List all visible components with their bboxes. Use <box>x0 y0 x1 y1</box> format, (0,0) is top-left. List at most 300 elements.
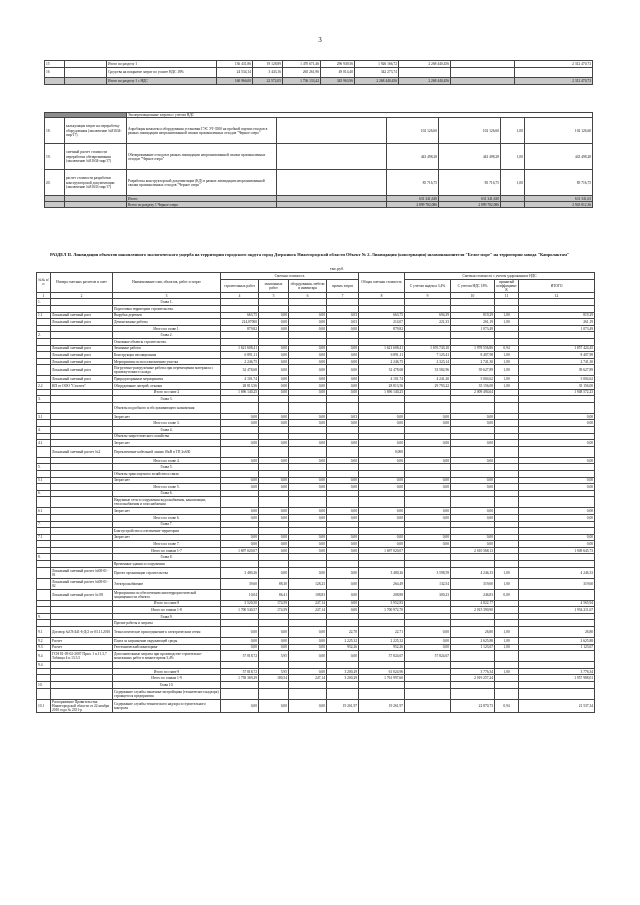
table-cell <box>51 561 113 568</box>
table-cell: 0,00 <box>259 365 289 376</box>
table-cell <box>51 607 113 614</box>
table-cell: 2 943 812,36 <box>525 202 593 208</box>
table-cell <box>405 600 451 607</box>
table-cell <box>51 534 113 541</box>
table-row <box>45 78 593 85</box>
table-cell: 1,00 <box>495 668 519 675</box>
header-construction: строительных работ <box>221 279 259 292</box>
table-cell: 5,95 <box>259 668 289 675</box>
table-cell <box>289 426 327 433</box>
table-cell <box>51 600 113 607</box>
table-cell: 0,00 <box>259 644 289 651</box>
table-cell <box>495 332 519 339</box>
table-cell <box>359 620 405 627</box>
table-cell: Глава 9. <box>113 613 221 620</box>
table-row <box>37 402 595 413</box>
table-cell <box>405 389 451 396</box>
table-cell <box>495 484 519 491</box>
table-cell <box>289 662 327 669</box>
table-cell: 0,00 <box>259 345 289 352</box>
table-cell <box>405 675 451 682</box>
table-cell <box>495 420 519 427</box>
table-cell: 9 <box>405 292 451 299</box>
table-cell: 1,00 <box>495 638 519 645</box>
table-cell <box>359 521 405 528</box>
table-cell: Итого по главе 5. <box>113 484 221 491</box>
table-cell <box>495 554 519 561</box>
table-row <box>37 675 595 682</box>
table-cell: 8. <box>37 554 51 561</box>
table-cell: 9.4 <box>37 662 51 669</box>
table-cell <box>65 68 107 78</box>
table-cell <box>289 497 327 508</box>
table-cell <box>259 662 289 669</box>
table-row <box>37 682 595 689</box>
table-cell <box>51 484 113 491</box>
table-cell: 1 073,49 <box>451 325 495 332</box>
table-cell: 0,00 <box>359 484 405 491</box>
table-cell <box>51 521 113 528</box>
table-row <box>37 528 595 535</box>
table-cell: 26,80 <box>451 627 495 638</box>
table-row <box>45 61 593 68</box>
table-cell: Глава 3. <box>113 396 221 403</box>
table-cell <box>289 554 327 561</box>
table-cell: 1 621 608,41 <box>221 345 259 352</box>
table-cell: Распоряжение Правительства Нижегородской области от 22 ноября 2010 года № 2351-р <box>51 699 113 712</box>
table-row <box>37 306 595 313</box>
table-cell <box>289 396 327 403</box>
table-cell: 0,00 <box>221 644 259 651</box>
table-cell: 0,00 <box>519 508 595 515</box>
table-cell <box>327 682 359 689</box>
table-cell: калькуляция затрат на переработку оборудования (заключение №81634-пир/17) <box>65 118 127 144</box>
table-cell: 19 261,97 <box>327 699 359 712</box>
table-cell <box>495 534 519 541</box>
table-cell: 0,00 <box>259 440 289 447</box>
table-cell: 1,00 <box>495 365 519 376</box>
table-cell <box>221 613 259 620</box>
table-cell <box>495 470 519 477</box>
table-cell <box>495 464 519 471</box>
table-cell: 12 <box>519 292 595 299</box>
header-total: Общая сметная стоимость <box>359 273 405 293</box>
table-cell: Временные здания и сооружения <box>113 561 221 568</box>
table-cell: 0,00 <box>289 413 327 420</box>
table-cell <box>51 306 113 313</box>
table-cell: Глава 1. <box>113 299 221 306</box>
table-cell <box>495 396 519 403</box>
table-cell <box>451 306 495 313</box>
table-cell: Оборудование лагерей, откачки <box>113 383 221 390</box>
table-cell <box>405 561 451 568</box>
table-cell <box>359 402 405 413</box>
table-cell: Объекты транспортного хозяйства и связи <box>113 470 221 477</box>
table-cell <box>495 521 519 528</box>
table-cell: 1 470 671,46 <box>283 61 321 68</box>
table-cell <box>51 332 113 339</box>
table-cell <box>327 339 359 346</box>
table-cell: 2 010 568,13 <box>451 547 495 554</box>
table-cell: 0,00 <box>451 508 495 515</box>
table-cell: Содержание службы технического надзора и строительного контроля <box>113 699 221 712</box>
header-group-adjusted: Сметная стоимость с учетом удорожания и НДС <box>405 273 595 280</box>
table-cell: 0,00 <box>289 644 327 651</box>
table-cell: 1 123,67 <box>519 644 595 651</box>
table-cell: 0,00 <box>327 477 359 484</box>
table-cell <box>289 433 327 440</box>
table-cell: 24 534,14 <box>217 68 253 78</box>
table-row <box>37 312 595 319</box>
table-cell <box>51 389 113 396</box>
table-cell <box>359 561 405 568</box>
table-cell <box>519 662 595 669</box>
table-cell: 0,00 <box>451 413 495 420</box>
table-cell: 0,00 <box>519 420 595 427</box>
table-cell: Итого по разделу 1 с НДС <box>107 78 217 85</box>
table-cell <box>259 490 289 497</box>
table-row <box>37 389 595 396</box>
table-row <box>45 68 593 78</box>
table-cell <box>495 600 519 607</box>
table-cell <box>519 446 595 457</box>
table-cell: 1 758 369,29 <box>221 675 259 682</box>
table-row <box>37 668 595 675</box>
header-index: С учетом индекса 3,4% <box>405 279 451 292</box>
table-cell: 88,30 <box>259 578 289 589</box>
table-cell <box>451 332 495 339</box>
table-row <box>37 547 595 554</box>
table-cell: 0,00 <box>519 477 595 484</box>
table-cell: 1,00 <box>495 319 519 326</box>
table-cell: 1 957 988,01 <box>519 675 595 682</box>
table-cell: 10. <box>37 682 51 689</box>
table-cell: Расчет <box>51 644 113 651</box>
table-cell <box>51 620 113 627</box>
table-cell <box>37 402 51 413</box>
table-cell <box>37 589 51 600</box>
table-cell <box>45 78 65 85</box>
table-cell: Погрузочно-разгрузочные работы при перемещении материала с промежуточного склада <box>113 365 221 376</box>
table-cell <box>359 332 405 339</box>
table-cell: Итого по главе 3. <box>113 420 221 427</box>
table-cell: 102 126,60 <box>387 118 439 144</box>
table-cell <box>51 299 113 306</box>
table-cell: 0,00 <box>327 420 359 427</box>
table-cell <box>405 402 451 413</box>
table-cell: 5 004,62 <box>451 376 495 383</box>
table-cell: 631 341,630 <box>387 196 439 202</box>
table-cell: 0,00 <box>327 578 359 589</box>
table-row <box>37 325 595 332</box>
table-cell: Итого по главе 6. <box>113 514 221 521</box>
table-cell: 15 <box>45 61 65 68</box>
table-row <box>37 413 595 420</box>
table-cell <box>495 426 519 433</box>
table-cell <box>451 446 495 457</box>
table-cell: 0,00 <box>259 319 289 326</box>
table-cell: 0,00 <box>359 514 405 521</box>
table-cell: 5 004,62 <box>519 376 595 383</box>
table-cell <box>259 446 289 457</box>
table-cell: Локальный сметный расч <box>51 365 113 376</box>
table-cell: 247,14 <box>289 607 327 614</box>
table-cell <box>327 332 359 339</box>
table-cell: 0,00 <box>327 514 359 521</box>
table-cell: 3. <box>37 396 51 403</box>
table-cell: Локальный сметный расчет №08-01-02 <box>51 578 113 589</box>
table-cell: 0,00 <box>289 345 327 352</box>
table-cell: 0,00 <box>221 420 259 427</box>
table-cell: 0,00 <box>221 477 259 484</box>
table-cell <box>405 607 451 614</box>
table-cell <box>495 389 519 396</box>
table-cell <box>221 464 259 471</box>
header-other: прочих затрат <box>327 279 359 292</box>
table-cell <box>519 426 595 433</box>
table-cell: 2 625,88 <box>519 638 595 645</box>
table-cell <box>221 426 259 433</box>
table-cell: 3 776,34 <box>451 668 495 675</box>
table-cell: 0,00 <box>289 365 327 376</box>
table-cell: 1 676 743,10 <box>405 345 451 352</box>
table-row <box>37 607 595 614</box>
table-cell: 160 966,00 <box>217 78 253 85</box>
table-cell: Глава 2. <box>113 332 221 339</box>
table-cell: 39 627,89 <box>519 365 595 376</box>
table-cell: 1,00 <box>495 644 519 651</box>
table-cell <box>359 662 405 669</box>
table-cell: 3 200,29 <box>327 675 359 682</box>
table-row <box>37 446 595 457</box>
table-cell <box>519 299 595 306</box>
table-cell: 0,00 <box>289 567 327 578</box>
table-row <box>45 170 593 196</box>
table-cell: 61 024,96 <box>359 668 405 675</box>
table-cell: Затрат нет <box>113 413 221 420</box>
table-cell: 180,54 <box>259 675 289 682</box>
table-cell <box>405 470 451 477</box>
table-cell <box>259 497 289 508</box>
header-vat: С учетом НДС 18% <box>451 279 495 292</box>
table-row <box>37 534 595 541</box>
table-row <box>37 299 595 306</box>
table-cell <box>359 554 405 561</box>
table-cell <box>37 600 51 607</box>
table-cell: 0,00 <box>221 699 259 712</box>
table-cell: 39 627,89 <box>451 365 495 376</box>
table-cell: 85 716,75 <box>439 170 501 196</box>
table-cell <box>51 402 113 413</box>
table-cell <box>37 358 51 365</box>
table-cell: Итого по главе 1. <box>113 325 221 332</box>
table-cell <box>495 514 519 521</box>
table-cell <box>399 68 451 78</box>
table-cell <box>51 464 113 471</box>
table-cell <box>405 682 451 689</box>
table-cell <box>259 528 289 535</box>
table-cell: 0,00 <box>451 477 495 484</box>
table-row <box>37 662 595 669</box>
table-cell: 0,00 <box>327 589 359 600</box>
table-cell <box>289 561 327 568</box>
table-cell: 2.2 <box>37 383 51 390</box>
table-cell <box>519 561 595 568</box>
table-cell <box>277 170 387 196</box>
table-cell <box>519 464 595 471</box>
header-calc: Номера сметных расчетов и смет <box>51 273 113 293</box>
table-cell <box>221 682 259 689</box>
table-cell <box>327 470 359 477</box>
table-cell <box>519 682 595 689</box>
table-cell: 0,00 <box>289 668 327 675</box>
table-cell <box>327 396 359 403</box>
table-cell: 0,00 <box>405 627 451 638</box>
table-cell: 0,00 <box>259 541 289 548</box>
table-cell: 1 696 140,25 <box>221 389 259 396</box>
table-row <box>37 644 595 651</box>
table-cell <box>221 620 259 627</box>
table-cell: 20. <box>45 170 65 196</box>
table-cell: 2 246,75 <box>359 358 405 365</box>
table-cell: 208,88 <box>359 589 405 600</box>
table-cell: 0,03 <box>327 319 359 326</box>
table-cell: 1,00 <box>501 118 525 144</box>
table-cell: 952,26 <box>327 644 359 651</box>
table-cell: 2 015 390,90 <box>451 607 495 614</box>
table-cell <box>327 521 359 528</box>
table-cell: 2 268 440,456 <box>355 78 399 85</box>
table-cell: 0,00 <box>259 627 289 638</box>
table-cell: 0,00 <box>221 638 259 645</box>
table-cell: 3 598,59 <box>405 567 451 578</box>
header-grand-total: ИТОГО <box>519 279 595 292</box>
section-2-title: РАЗДЕЛ II. Ликвидация объектов накопленного экологического ущерба на территории городского округа город Дзержинск Нижегородской области Объект № 2. Ликвидация (консервация) шламонакопителя "Белое море" на территории завода "Капролактам" <box>50 252 570 257</box>
table-cell: Расчет <box>51 638 113 645</box>
table-cell: Земляные работы <box>113 345 221 352</box>
table-cell: Глава 8. <box>113 554 221 561</box>
table-cell <box>221 561 259 568</box>
table-cell <box>495 413 519 420</box>
table-cell <box>37 607 51 614</box>
table-cell: 0,00 <box>451 484 495 491</box>
table-cell: Затрат нет <box>113 477 221 484</box>
table-cell: 0,00 <box>221 457 259 464</box>
table-cell: 0,00 <box>359 508 405 515</box>
table-cell: 0,00 <box>259 638 289 645</box>
table-cell: 0,00 <box>289 457 327 464</box>
table-cell: 261,19 <box>519 319 595 326</box>
table-cell: 1,00 <box>495 578 519 589</box>
table-row <box>37 477 595 484</box>
table-cell: 6 891,11 <box>359 352 405 359</box>
table-cell <box>519 332 595 339</box>
table-cell: 0,00 <box>259 358 289 365</box>
table-cell: 0,00 <box>405 534 451 541</box>
table-cell <box>451 433 495 440</box>
table-cell <box>289 470 327 477</box>
table-cell: 4 246,33 <box>451 567 495 578</box>
table-cell: 0,00 <box>359 477 405 484</box>
table-cell: 319,60 <box>451 578 495 589</box>
table-cell <box>495 433 519 440</box>
table-cell: 0,00 <box>519 413 595 420</box>
table-cell <box>37 376 51 383</box>
table-cell <box>51 420 113 427</box>
table-cell: 0,00 <box>327 547 359 554</box>
table-cell: 10 <box>451 292 495 299</box>
table-cell <box>37 319 51 326</box>
table-cell <box>289 521 327 528</box>
table-cell: 3 200,29 <box>327 668 359 675</box>
table-cell <box>451 396 495 403</box>
table-cell: 102 126,60 <box>439 118 501 144</box>
table-cell <box>259 561 289 568</box>
table-cell: 0,00 <box>359 541 405 548</box>
table-cell: Локальный сметный расч <box>51 312 113 319</box>
table-cell: ГСН 81-05-02-2007 Прил. 1 п.11.3,7 Таблица 4 п.13.3.5 <box>51 651 113 662</box>
table-cell <box>51 554 113 561</box>
table-cell: 0,00 <box>327 457 359 464</box>
table-cell: 2 225,32 <box>359 638 405 645</box>
table-cell <box>259 521 289 528</box>
table-cell <box>451 497 495 508</box>
table-cell: 19 261,97 <box>359 699 405 712</box>
table-cell <box>289 620 327 627</box>
table-cell <box>405 620 451 627</box>
table-row <box>37 396 595 403</box>
table-cell <box>221 339 259 346</box>
table-cell <box>405 299 451 306</box>
table-cell: Локальный сметный расчет №2 <box>51 446 113 457</box>
table-cell <box>451 561 495 568</box>
table-cell: 0,03 <box>327 312 359 319</box>
table-cell <box>259 426 289 433</box>
table-cell <box>37 470 51 477</box>
table-cell: Локальный сметный расч <box>51 352 113 359</box>
table-cell <box>289 490 327 497</box>
table-cell: 0,00 <box>289 699 327 712</box>
table-cell <box>359 433 405 440</box>
table-cell: 3 520,50 <box>221 600 259 607</box>
table-cell: 631 341,63 <box>525 196 593 202</box>
table-cell <box>405 339 451 346</box>
table-cell: 0,00 <box>289 319 327 326</box>
table-cell: 2 312 470,73 <box>515 61 593 68</box>
table-row <box>37 620 595 627</box>
table-cell: 0,00 <box>221 413 259 420</box>
table-cell <box>51 339 113 346</box>
table-cell: 0,00 <box>221 440 259 447</box>
table-cell: 2 741,30 <box>451 358 495 365</box>
table-cell: 2 019 257,24 <box>451 675 495 682</box>
table-cell <box>519 688 595 699</box>
table-row <box>37 332 595 339</box>
table-cell <box>405 613 451 620</box>
table-cell: Итого: <box>127 196 277 202</box>
table-cell: 1 <box>37 292 51 299</box>
table-cell <box>289 528 327 535</box>
table-cell: 108,83 <box>289 589 327 600</box>
table-cell: 0,00 <box>405 638 451 645</box>
table-cell: 0,00 <box>519 514 595 521</box>
table-cell: 0,00 <box>221 508 259 515</box>
table-cell: 1 954 211,67 <box>519 607 595 614</box>
table-cell <box>45 202 65 208</box>
table-cell: 0,00 <box>289 541 327 548</box>
table-cell: 174,59 <box>259 600 289 607</box>
table-cell: 0,00 <box>327 325 359 332</box>
